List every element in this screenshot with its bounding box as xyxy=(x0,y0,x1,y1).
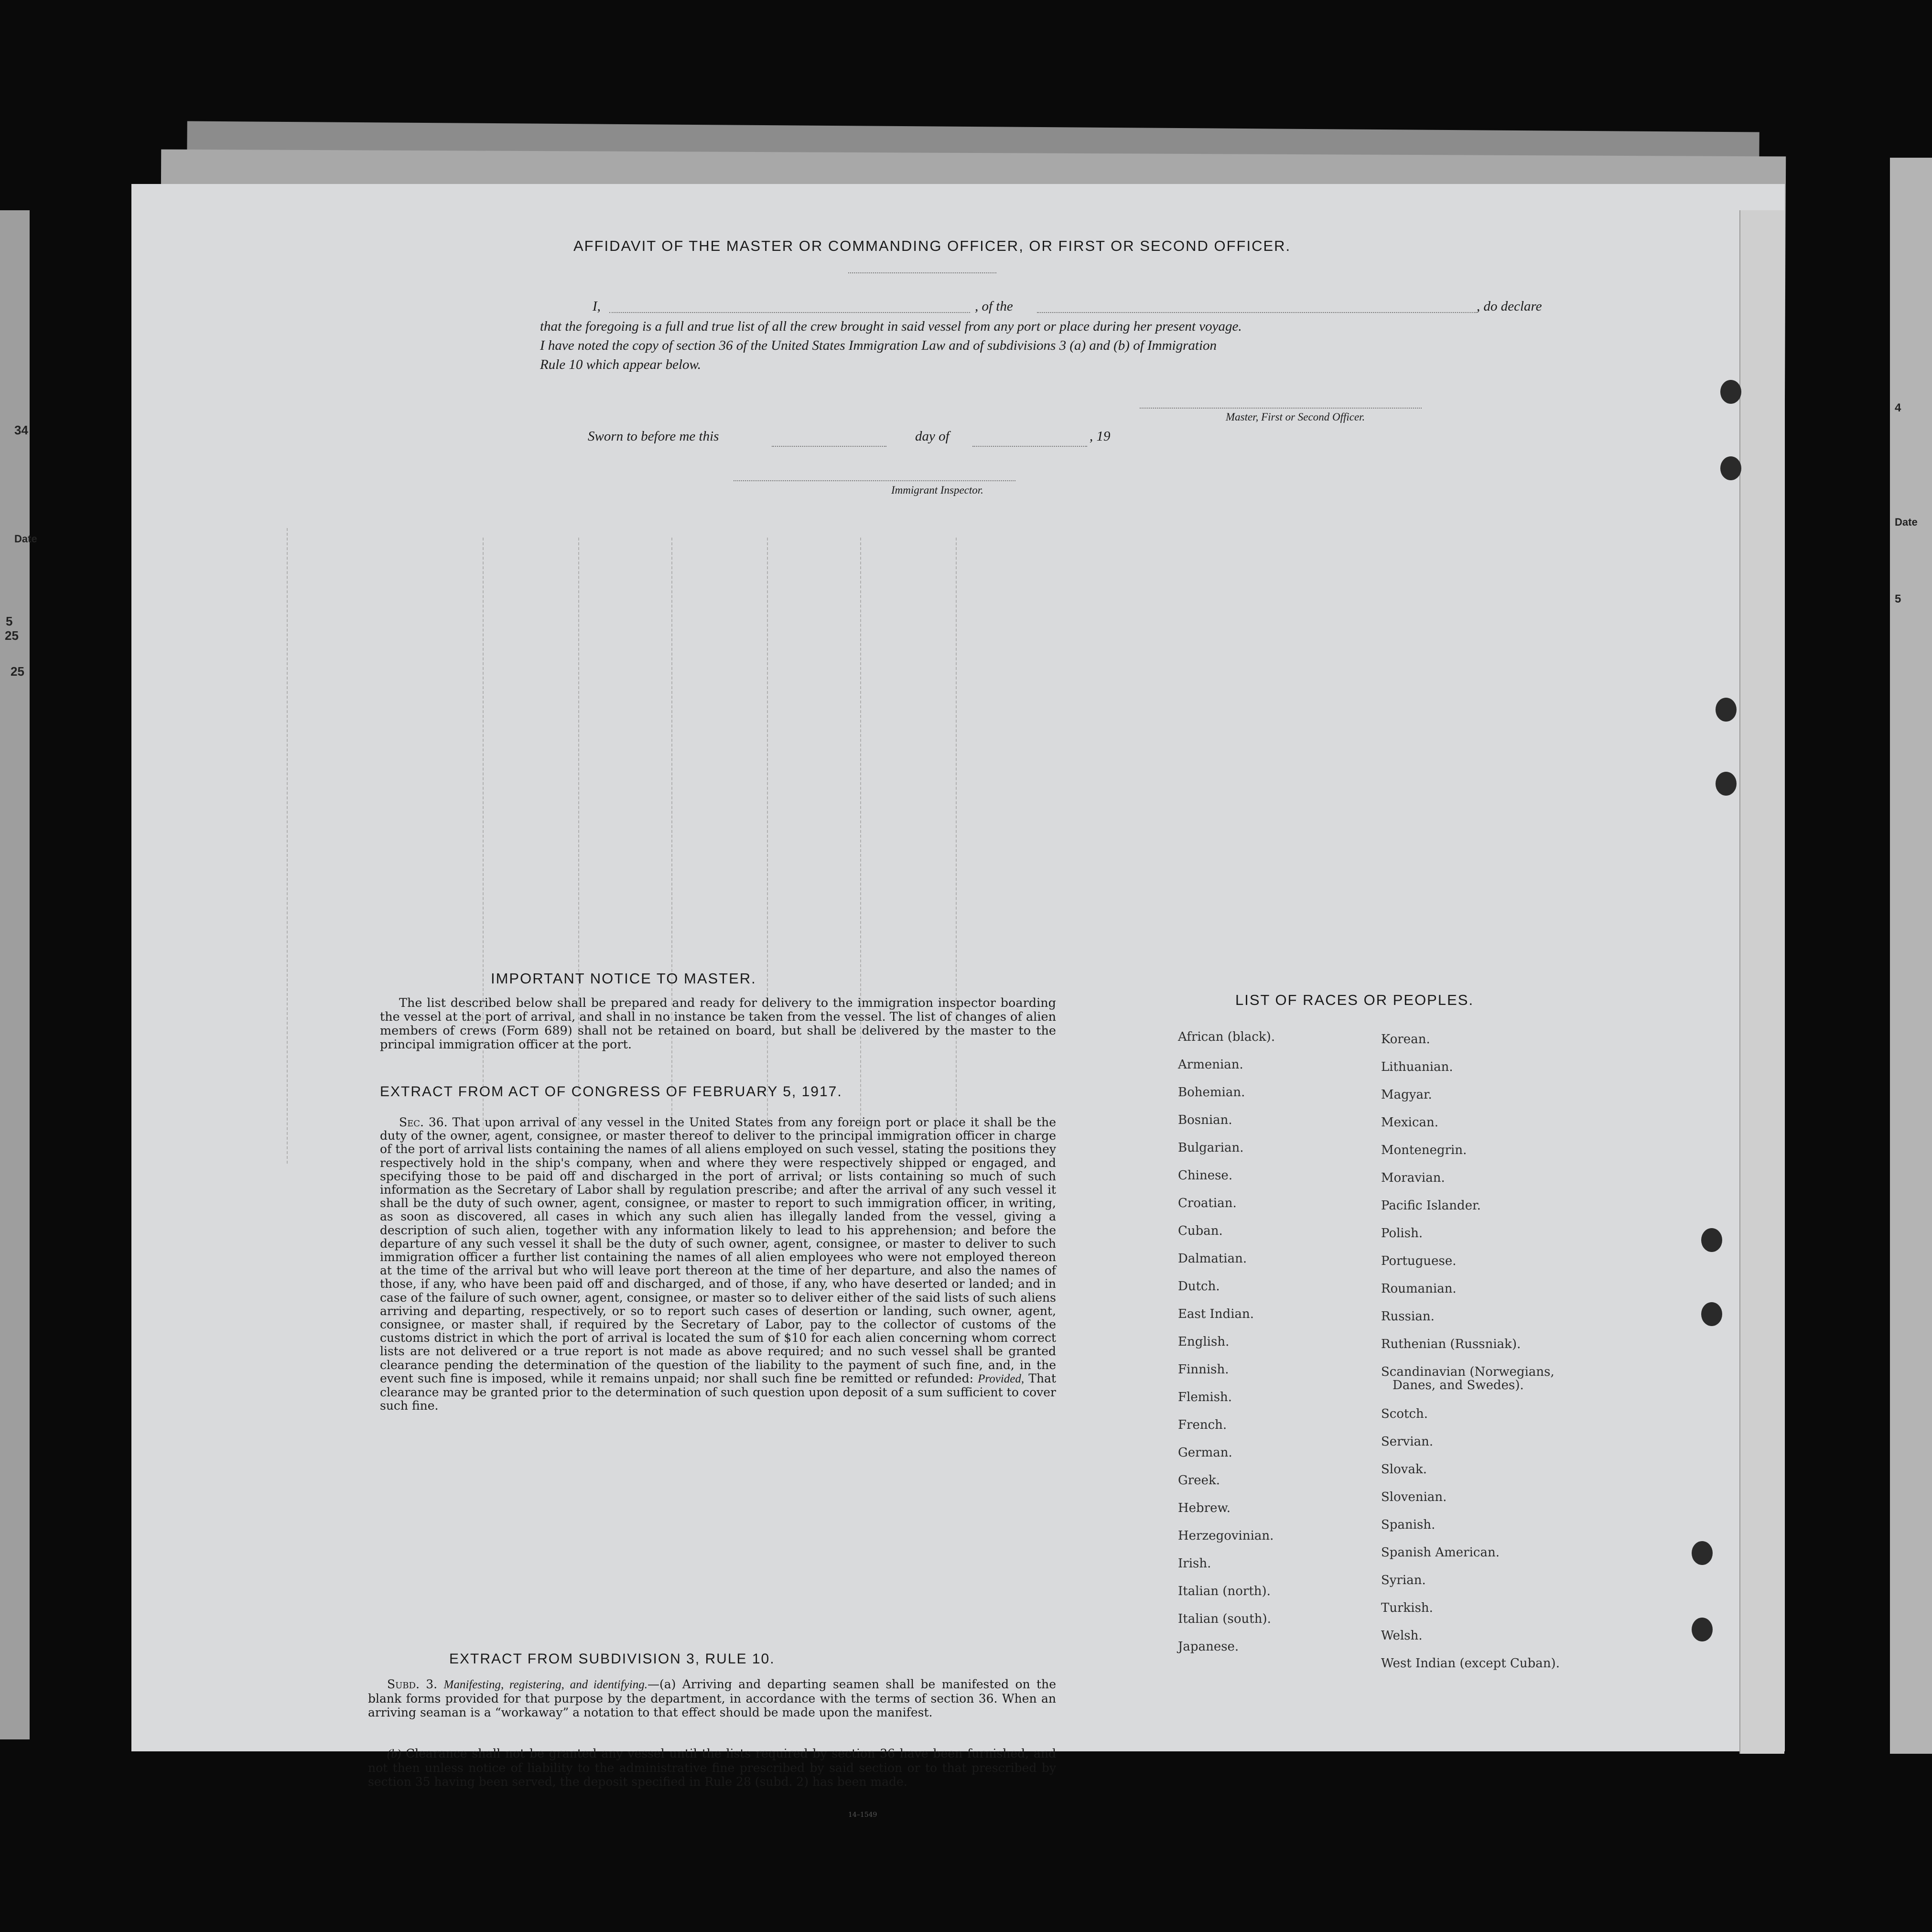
affidavit-line-3: I have noted the copy of section 36 of the United States Immigration Law and of subdivisions 3 (a) and (b) of Immigration xyxy=(540,338,1217,353)
affidavit-line-2: that the foregoing is a full and true list of all the crew brought in said vessel from any port or place during her present voyage. xyxy=(540,319,1242,334)
race-item: Servian. xyxy=(1381,1435,1434,1449)
punch-hole xyxy=(1692,1618,1713,1641)
left-page-number: 34 xyxy=(14,423,28,437)
race-item: Montenegrin. xyxy=(1381,1143,1467,1157)
race-item: Pacific Islander. xyxy=(1381,1198,1481,1213)
column-rule xyxy=(956,538,957,1164)
race-item: Finnish. xyxy=(1178,1362,1229,1377)
race-item: Greek. xyxy=(1178,1473,1220,1488)
race-item: Croatian. xyxy=(1178,1196,1237,1210)
left-number-2: 25 xyxy=(5,628,19,643)
race-item: Magyar. xyxy=(1381,1088,1432,1102)
column-rule xyxy=(767,538,768,1164)
column-rule xyxy=(860,538,861,1164)
race-item: English. xyxy=(1178,1335,1230,1349)
notice-title: IMPORTANT NOTICE TO MASTER. xyxy=(491,970,756,987)
notice-body: The list described below shall be prepared and ready for delivery to the immigration inspector boarding the vessel at the port of arrival, and shall in no instance be taken from the vessel. The list of changes of alien members of crews (Form 689) shall not be retained on board, but shall be delivered by the master to the principal immigration officer at the port. xyxy=(380,996,1056,1052)
right-date-label: Date xyxy=(1895,516,1918,528)
race-item: Armenian. xyxy=(1178,1058,1243,1072)
punch-hole xyxy=(1720,380,1741,404)
race-item: German. xyxy=(1178,1446,1232,1460)
race-item: Portuguese. xyxy=(1381,1254,1457,1268)
races-column-2 xyxy=(1381,1032,1560,1684)
left-date-label: Date xyxy=(14,533,37,545)
race-item: Scandinavian (Norwegians, xyxy=(1381,1365,1554,1379)
rule-b-text: Clearance shall not be granted any vessel until the lists required by section 36 have been furnished, and not then unless notice of liability to the administrative fine prescribed by said section or to that prescribed by section 35 having been served, the deposit specified in Rule 28 (subd. 2) has been made. xyxy=(368,1747,1056,1789)
form-number: 14–1549 xyxy=(848,1811,877,1819)
race-item: Korean. xyxy=(1381,1032,1430,1047)
act-body xyxy=(380,1116,1056,1413)
year-label: , 19 xyxy=(1090,429,1111,444)
adjacent-page-left xyxy=(0,210,37,1739)
race-item: Cuban. xyxy=(1178,1224,1223,1238)
punch-hole xyxy=(1701,1302,1722,1326)
race-item: Polish. xyxy=(1381,1226,1423,1241)
race-item: Turkish. xyxy=(1381,1601,1433,1615)
rule-subd-label: Subd. 3. xyxy=(387,1677,438,1691)
left-number-1: 5 xyxy=(6,614,13,628)
race-item: Syrian. xyxy=(1381,1573,1426,1587)
affidavit-i-label: I, xyxy=(593,299,601,314)
race-item: Welsh. xyxy=(1381,1629,1423,1643)
race-item: Hebrew. xyxy=(1178,1501,1230,1515)
title-rule xyxy=(848,272,996,273)
affidavit-title: AFFIDAVIT OF THE MASTER OR COMMANDING OFFICER, OR FIRST OR SECOND OFFICER. xyxy=(573,237,1291,254)
race-item: Danes, and Swedes). xyxy=(1392,1378,1524,1392)
column-rule xyxy=(287,528,288,1164)
race-item: Dalmatian. xyxy=(1178,1252,1247,1266)
rule-a-text: —(a) Arriving and departing seamen shall be manifested on the blank forms provided for that purpose by the department, in accordance with the terms of section 36. When an arriving seaman is a “workaway” a notation to that effect should be made upon the manifest. xyxy=(368,1677,1057,1719)
document-page xyxy=(131,184,1785,1819)
punch-hole xyxy=(1716,698,1737,722)
of-the-label: , of the xyxy=(975,299,1013,314)
act-text: That upon arrival of any vessel in the United States from any foreign port or place it shall be the duty of the owner, agent, consignee, or master thereof to deliver to the principal immigration officer in charge of the port of arrival lists containing the names of all aliens employed on such vessel, stating the positions they respectively hold in the ship's company, when and where they were respectively shipped or engaged, and specifying those to be paid off and discharged in the port of arrival; or lists containing so much of such information as the Secretary of Labor shall by regulation prescribe; and after the arrival of any such vessel it shall be the duty of such owner, agent, consignee, or master to report to such immigration officer, in writing, as soon as discovered, all cases in which any such alien has illegally landed from the vessel, giving a description of such alien, together with any information likely to lead to his apprehension; and before the departure of any such vessel it shall be the duty of such owner, agent, consignee, or master to deliver to such immigration officer a further list containing the names of all alien employees who were not employed thereon at the time of the arrival but who will leave port thereon at the time of her departure, and also the names of those, if any, who have been paid off and discharged, and of those, if any, who have deserted or landed; and in case of the failure of such owner, agent, consignee, or master so to deliver either of the said lists of such aliens arriving and departing, respectively, or so to report such cases of desertion or landing, such owner, agent, consignee, or master shall, if required by the Secretary of Labor, pay to the collector of customs of the customs district in which the port of arrival is located the sum of $10 for each alien concerning whom correct lists are not delivered or a true report is not made as above required; and no such vessel shall be granted clearance pending the determination of the question of the liability to the payment of such fine, and, in the event such fine is imposed, while it remains unpaid; nor shall such fine be remitted or refunded: xyxy=(380,1115,1056,1385)
race-item: Chinese. xyxy=(1178,1168,1233,1183)
right-number-1: 5 xyxy=(1895,593,1901,605)
race-item: Bulgarian. xyxy=(1178,1141,1244,1155)
master-signature-field[interactable] xyxy=(1140,408,1422,409)
column-rule xyxy=(483,538,484,1164)
race-item: Herzegovinian. xyxy=(1178,1529,1274,1543)
act-section-label: Sec. 36. xyxy=(399,1115,448,1129)
column-rule xyxy=(671,538,672,1164)
sworn-day-field[interactable] xyxy=(772,446,886,447)
punch-hole xyxy=(1692,1541,1713,1565)
inspector-label: Immigrant Inspector. xyxy=(891,484,983,496)
race-item: Mexican. xyxy=(1381,1115,1439,1130)
right-page-number: 4 xyxy=(1895,401,1901,414)
sworn-label: Sworn to before me this xyxy=(588,429,719,444)
race-item: Scotch. xyxy=(1381,1407,1428,1421)
act-title: EXTRACT FROM ACT OF CONGRESS OF FEBRUARY 5, 1917. xyxy=(380,1084,842,1100)
race-item: Lithuanian. xyxy=(1381,1060,1453,1074)
race-item: Slovak. xyxy=(1381,1462,1427,1477)
rule-subd-a xyxy=(368,1677,1056,1719)
vessel-field[interactable] xyxy=(1037,312,1477,313)
race-item: French. xyxy=(1178,1418,1227,1432)
sworn-month-field[interactable] xyxy=(972,446,1087,447)
do-declare-label: , do declare xyxy=(1477,299,1542,314)
master-signature-label: Master, First or Second Officer. xyxy=(1226,411,1365,423)
adjacent-page-right xyxy=(1890,158,1932,1754)
race-item: Russian. xyxy=(1381,1309,1435,1324)
left-number-3: 25 xyxy=(11,664,24,679)
race-item: Ruthenian (Russniak). xyxy=(1381,1337,1521,1351)
race-item: Irish. xyxy=(1178,1556,1211,1571)
rule-subd-b xyxy=(368,1747,1056,1789)
punch-hole xyxy=(1720,456,1741,480)
race-item: Dutch. xyxy=(1178,1279,1220,1294)
side-margin-strip xyxy=(1739,210,1784,1754)
race-item: Spanish American. xyxy=(1381,1545,1500,1560)
affidavit-line-4: Rule 10 which appear below. xyxy=(540,357,701,372)
punch-hole xyxy=(1716,772,1737,796)
race-item: Bosnian. xyxy=(1178,1113,1232,1127)
rule-subd-title: Manifesting, registering, and identifying. xyxy=(443,1678,648,1691)
act-provided: Provided, xyxy=(978,1372,1025,1385)
name-field[interactable] xyxy=(609,312,970,313)
race-item: East Indian. xyxy=(1178,1307,1254,1321)
race-item: Bohemian. xyxy=(1178,1085,1245,1100)
race-item: West Indian (except Cuban). xyxy=(1381,1656,1560,1671)
race-item: African (black). xyxy=(1178,1030,1275,1044)
act-tail: That clearance may be granted prior to the determination of such question upon deposit of a sum sufficient to cover such fine. xyxy=(380,1371,1056,1413)
race-item: Flemish. xyxy=(1178,1390,1232,1404)
races-column-1 xyxy=(1178,1030,1275,1667)
inspector-signature-field[interactable] xyxy=(734,480,1015,481)
race-item: Japanese. xyxy=(1178,1640,1239,1654)
column-rule xyxy=(578,538,579,1164)
rule-title: EXTRACT FROM SUBDIVISION 3, RULE 10. xyxy=(449,1651,775,1667)
race-item: Spanish. xyxy=(1381,1518,1436,1532)
race-item: Moravian. xyxy=(1381,1171,1445,1185)
day-of-label: day of xyxy=(915,429,950,444)
races-title: LIST OF RACES OR PEOPLES. xyxy=(1235,992,1474,1008)
race-item: Roumanian. xyxy=(1381,1282,1457,1296)
punch-hole xyxy=(1701,1228,1722,1252)
race-item: Slovenian. xyxy=(1381,1490,1447,1504)
race-item: Italian (south). xyxy=(1178,1612,1271,1626)
race-item: Italian (north). xyxy=(1178,1584,1271,1598)
rule-b-label: (b) xyxy=(387,1748,401,1760)
